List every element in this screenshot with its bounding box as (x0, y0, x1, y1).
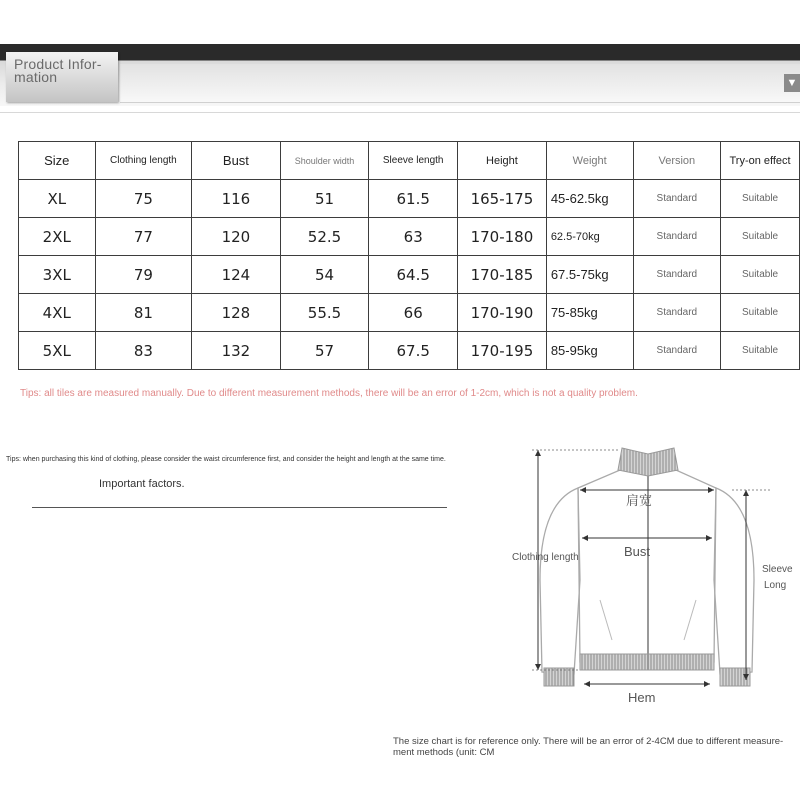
measurement-tip: Tips: all tiles are measured manually. Due to different measurement methods, there will be an error of 1-2cm, which is not a quality problem. (20, 388, 638, 399)
cell-sleeve-length: 61.5 (369, 180, 458, 218)
sleeve-length-label-line2: Long (764, 580, 787, 591)
cell-bust: 132 (192, 332, 280, 370)
size-chart-footnote: The size chart is for reference only. There will be an error of 2-4CM due to different measure-ment methods (unit: CM (393, 736, 784, 758)
cell-shoulder-width: 52.5 (280, 218, 369, 256)
cell-weight: 45-62.5kg (546, 180, 633, 218)
chevron-down-icon: ▼ (784, 74, 800, 92)
cell-sleeve-length: 67.5 (369, 332, 458, 370)
cell-sleeve-length: 66 (369, 294, 458, 332)
cell-clothing-length: 77 (95, 218, 192, 256)
size-table (18, 141, 800, 370)
cell-sleeve-length: 64.5 (369, 256, 458, 294)
cell-weight: 75-85kg (546, 294, 633, 332)
cell-try-on-effect: Suitable (721, 256, 800, 294)
header-bar (120, 64, 800, 103)
header-try-on-effect: Try-on effect (721, 142, 800, 180)
cell-height: 170-185 (458, 256, 547, 294)
cell-shoulder-width: 57 (280, 332, 369, 370)
cell-try-on-effect: Suitable (721, 332, 800, 370)
header-sleeve-length: Sleeve length (369, 142, 458, 180)
divider (32, 507, 447, 508)
sleeve-length-label-line1: Sleeve (762, 564, 793, 575)
cell-shoulder-width: 51 (280, 180, 369, 218)
section-title (14, 58, 114, 84)
cell-size: 4XL (19, 294, 96, 332)
bust-label: Bust (624, 544, 651, 559)
cell-size: XL (19, 180, 96, 218)
cell-clothing-length: 79 (95, 256, 192, 294)
cell-bust: 124 (192, 256, 280, 294)
cell-sleeve-length: 63 (369, 218, 458, 256)
hem-label: Hem (628, 690, 656, 705)
cell-clothing-length: 81 (95, 294, 192, 332)
header-weight: Weight (546, 142, 633, 180)
cell-size: 2XL (19, 218, 96, 256)
cell-version: Standard (633, 218, 721, 256)
clothing-length-label: Clothing length (512, 552, 579, 563)
cell-weight: 62.5-70kg (546, 218, 633, 256)
purchase-tip: Tips: when purchasing this kind of clothing, please consider the waist circumference first, and consider the height and length at the same time. (6, 456, 446, 463)
cell-version: Standard (633, 294, 721, 332)
cell-bust: 116 (192, 180, 280, 218)
jacket-diagram (500, 440, 800, 710)
cell-version: Standard (633, 180, 721, 218)
cell-height: 165-175 (458, 180, 547, 218)
section-title-line1: Product Infor- (14, 56, 102, 72)
cell-height: 170-180 (458, 218, 547, 256)
table-row (19, 256, 800, 294)
header-size: Size (19, 142, 96, 180)
cell-try-on-effect: Suitable (721, 180, 800, 218)
cell-version: Standard (633, 332, 721, 370)
cell-size: 5XL (19, 332, 96, 370)
cell-try-on-effect: Suitable (721, 218, 800, 256)
table-header-row (19, 142, 800, 180)
cell-version: Standard (633, 256, 721, 294)
jacket-illustration (500, 440, 800, 710)
table-row (19, 294, 800, 332)
cell-bust: 120 (192, 218, 280, 256)
header-clothing-length: Clothing length (95, 142, 192, 180)
shoulder-width-label: 肩宽 (626, 493, 653, 508)
cell-clothing-length: 83 (95, 332, 192, 370)
cell-shoulder-width: 54 (280, 256, 369, 294)
cell-size: 3XL (19, 256, 96, 294)
section-title-line2: mation (14, 69, 58, 85)
table-row (19, 332, 800, 370)
header-height: Height (458, 142, 547, 180)
header-bust: Bust (192, 142, 280, 180)
table-row (19, 218, 800, 256)
header-version: Version (633, 142, 721, 180)
header-shoulder-width: Shoulder width (280, 142, 369, 180)
important-factors: Important factors. (99, 478, 185, 490)
table-row (19, 180, 800, 218)
cell-try-on-effect: Suitable (721, 294, 800, 332)
cell-weight: 67.5-75kg (546, 256, 633, 294)
cell-height: 170-195 (458, 332, 547, 370)
cell-bust: 128 (192, 294, 280, 332)
cell-clothing-length: 75 (95, 180, 192, 218)
divider (0, 112, 800, 113)
cell-shoulder-width: 55.5 (280, 294, 369, 332)
cell-height: 170-190 (458, 294, 547, 332)
cell-weight: 85-95kg (546, 332, 633, 370)
